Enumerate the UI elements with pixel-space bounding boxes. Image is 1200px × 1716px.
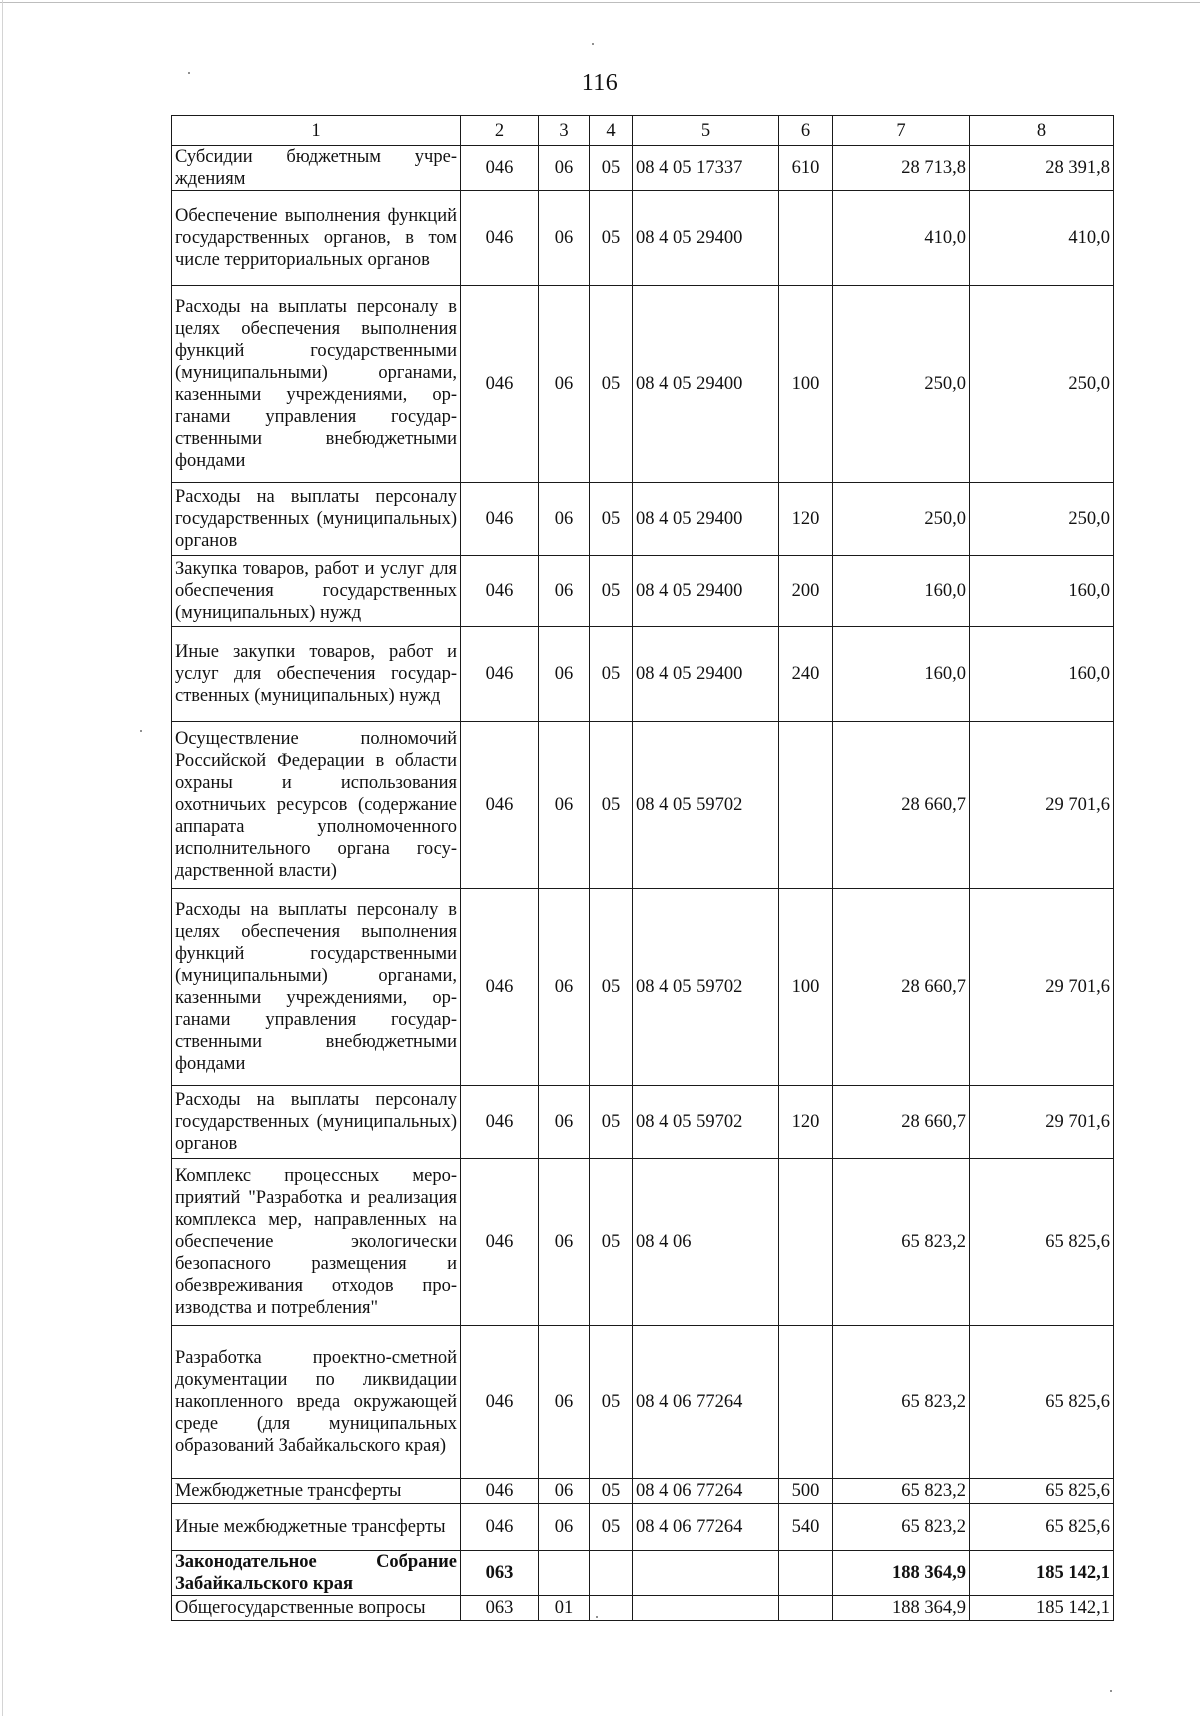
amount-col8-cell: 65 825,6 [970, 1159, 1114, 1326]
ministry-code-cell: 046 [461, 627, 539, 722]
target-article-cell: 08 4 06 [633, 1159, 779, 1326]
subsection-code-cell: 05 [590, 1326, 633, 1479]
item-name-cell: Расходы на выплаты персоналу в целях обеспечения выполнения функций государственными (муниципальными) органами, казенными учреждениями, органами управления государственными внебюджетными фондами [172, 286, 461, 483]
section-code-cell: 06 [539, 1086, 590, 1159]
section-code-cell: 06 [539, 889, 590, 1086]
amount-col7-cell: 250,0 [833, 483, 970, 556]
section-code-cell: 06 [539, 1479, 590, 1504]
expense-type-cell [779, 1596, 833, 1621]
amount-col8-cell: 250,0 [970, 286, 1114, 483]
table-body [172, 116, 1114, 1621]
ministry-code-cell: 046 [461, 191, 539, 286]
table-row [172, 627, 1114, 722]
table-row [172, 146, 1114, 191]
item-name-cell: Расходы на выплаты персоналу государственных (муниципальных) органов [172, 483, 461, 556]
subsection-code-cell: 05 [590, 286, 633, 483]
amount-col8-cell: 185 142,1 [970, 1551, 1114, 1596]
expense-type-cell: 610 [779, 146, 833, 191]
header-row [172, 116, 1114, 146]
column-header: 3 [539, 116, 590, 146]
table-row [172, 1479, 1114, 1504]
amount-col8-cell: 160,0 [970, 556, 1114, 627]
section-code-cell: 06 [539, 722, 590, 889]
item-name-cell: Закупка товаров, работ и услуг для обеспечения государственных (муниципальных) нужд [172, 556, 461, 627]
column-header: 5 [633, 116, 779, 146]
subsection-code-cell: 05 [590, 627, 633, 722]
ministry-code-cell: 046 [461, 286, 539, 483]
amount-col8-cell: 65 825,6 [970, 1479, 1114, 1504]
item-name-cell: Иные закупки товаров, работ и услуг для обеспечения государственных (муниципальных) нужд [172, 627, 461, 722]
subsection-code-cell: 05 [590, 146, 633, 191]
amount-col8-cell: 29 701,6 [970, 1086, 1114, 1159]
amount-col7-cell: 65 823,2 [833, 1159, 970, 1326]
item-name-cell: Осуществление полномочий Российской Федерации в области охраны и использования охотничьих ресурсов (содержание аппарата уполномоченного исполнительного органа государственной власти) [172, 722, 461, 889]
table-row [172, 1551, 1114, 1596]
column-header: 4 [590, 116, 633, 146]
target-article-cell: 08 4 05 59702 [633, 1086, 779, 1159]
amount-col7-cell: 160,0 [833, 627, 970, 722]
target-article-cell: 08 4 05 59702 [633, 889, 779, 1086]
item-name-cell: Общегосударственные вопросы [172, 1596, 461, 1621]
expense-type-cell: 200 [779, 556, 833, 627]
amount-col8-cell: 29 701,6 [970, 889, 1114, 1086]
section-code-cell: 06 [539, 1159, 590, 1326]
amount-col7-cell: 65 823,2 [833, 1504, 970, 1551]
ministry-code-cell: 063 [461, 1551, 539, 1596]
section-code-cell: 06 [539, 191, 590, 286]
amount-col8-cell: 410,0 [970, 191, 1114, 286]
table-row [172, 722, 1114, 889]
subsection-code-cell: 05 [590, 1086, 633, 1159]
target-article-cell: 08 4 05 17337 [633, 146, 779, 191]
amount-col7-cell: 160,0 [833, 556, 970, 627]
table-row [172, 191, 1114, 286]
target-article-cell: 08 4 05 29400 [633, 483, 779, 556]
amount-col8-cell: 28 391,8 [970, 146, 1114, 191]
item-name-cell: Иные межбюджетные трансферты [172, 1504, 461, 1551]
amount-col7-cell: 28 660,7 [833, 1086, 970, 1159]
amount-col7-cell: 250,0 [833, 286, 970, 483]
target-article-cell: 08 4 05 29400 [633, 627, 779, 722]
subsection-code-cell: 05 [590, 1479, 633, 1504]
scan-speck [140, 730, 142, 732]
target-article-cell: 08 4 05 29400 [633, 556, 779, 627]
item-name-cell: Расходы на выплаты персоналу государственных (муниципальных) органов [172, 1086, 461, 1159]
ministry-code-cell: 046 [461, 483, 539, 556]
expense-type-cell [779, 1159, 833, 1326]
expense-type-cell [779, 1326, 833, 1479]
amount-col8-cell: 250,0 [970, 483, 1114, 556]
scan-edge-left [2, 0, 3, 1716]
ministry-code-cell: 046 [461, 722, 539, 889]
ministry-code-cell: 046 [461, 1504, 539, 1551]
amount-col7-cell: 65 823,2 [833, 1479, 970, 1504]
item-name-cell: Комплекс процессных мероприятий "Разработка и реализация комплекса мер, направленных на обеспечение экологически безопасного размещения и обезвреживания отходов производства и потребления" [172, 1159, 461, 1326]
target-article-cell: 08 4 05 59702 [633, 722, 779, 889]
expense-type-cell [779, 1551, 833, 1596]
column-header: 6 [779, 116, 833, 146]
ministry-code-cell: 046 [461, 146, 539, 191]
subsection-code-cell: 05 [590, 191, 633, 286]
table-row [172, 1159, 1114, 1326]
target-article-cell: 08 4 06 77264 [633, 1504, 779, 1551]
scan-speck [1110, 1690, 1112, 1692]
amount-col8-cell: 65 825,6 [970, 1326, 1114, 1479]
table-row [172, 483, 1114, 556]
section-code-cell: 06 [539, 1504, 590, 1551]
subsection-code-cell: 05 [590, 556, 633, 627]
ministry-code-cell: 046 [461, 556, 539, 627]
item-name-cell: Межбюджетные трансферты [172, 1479, 461, 1504]
table-row [172, 1326, 1114, 1479]
ministry-code-cell: 046 [461, 1159, 539, 1326]
amount-col7-cell: 65 823,2 [833, 1326, 970, 1479]
column-header: 8 [970, 116, 1114, 146]
expense-type-cell: 240 [779, 627, 833, 722]
expense-type-cell [779, 191, 833, 286]
section-code-cell [539, 1551, 590, 1596]
column-header: 2 [461, 116, 539, 146]
section-code-cell: 06 [539, 1326, 590, 1479]
budget-table [171, 115, 1114, 1621]
scan-speck [592, 43, 594, 45]
amount-col7-cell: 28 660,7 [833, 889, 970, 1086]
table-row [172, 1086, 1114, 1159]
amount-col7-cell: 28 660,7 [833, 722, 970, 889]
target-article-cell [633, 1551, 779, 1596]
section-code-cell: 06 [539, 286, 590, 483]
ministry-code-cell: 046 [461, 889, 539, 1086]
column-header: 7 [833, 116, 970, 146]
section-code-cell: 06 [539, 483, 590, 556]
subsection-code-cell: 05 [590, 1504, 633, 1551]
expense-type-cell: 120 [779, 1086, 833, 1159]
target-article-cell [633, 1596, 779, 1621]
table-row [172, 1504, 1114, 1551]
table-row [172, 286, 1114, 483]
table-row [172, 556, 1114, 627]
expense-type-cell: 540 [779, 1504, 833, 1551]
section-code-cell: 01 [539, 1596, 590, 1621]
amount-col8-cell: 65 825,6 [970, 1504, 1114, 1551]
scan-speck [188, 72, 190, 74]
expense-type-cell: 500 [779, 1479, 833, 1504]
column-header: 1 [172, 116, 461, 146]
ministry-code-cell: 046 [461, 1086, 539, 1159]
ministry-code-cell: 046 [461, 1479, 539, 1504]
subsection-code-cell: 05 [590, 1159, 633, 1326]
expense-type-cell: 100 [779, 889, 833, 1086]
ministry-code-cell: 046 [461, 1326, 539, 1479]
section-code-cell: 06 [539, 146, 590, 191]
target-article-cell: 08 4 05 29400 [633, 191, 779, 286]
amount-col7-cell: 188 364,9 [833, 1596, 970, 1621]
scan-edge-top [0, 2, 1200, 3]
amount-col7-cell: 188 364,9 [833, 1551, 970, 1596]
amount-col7-cell: 410,0 [833, 191, 970, 286]
section-code-cell: 06 [539, 556, 590, 627]
expense-type-cell: 120 [779, 483, 833, 556]
amount-col8-cell: 185 142,1 [970, 1596, 1114, 1621]
target-article-cell: 08 4 06 77264 [633, 1479, 779, 1504]
amount-col8-cell: 160,0 [970, 627, 1114, 722]
item-name-cell: Расходы на выплаты персоналу в целях обеспечения выполнения функций государственными (муниципальными) органами, казенными учреждениями, органами управления государственными внебюджетными фондами [172, 889, 461, 1086]
scan-speck [596, 1616, 598, 1618]
page-number: 116 [581, 70, 619, 96]
table-row [172, 889, 1114, 1086]
target-article-cell: 08 4 05 29400 [633, 286, 779, 483]
subsection-code-cell: 05 [590, 889, 633, 1086]
section-code-cell: 06 [539, 627, 590, 722]
subsection-code-cell [590, 1551, 633, 1596]
subsection-code-cell: 05 [590, 722, 633, 889]
amount-col8-cell: 29 701,6 [970, 722, 1114, 889]
item-name-cell: Обеспечение выполнения функций государственных органов, в том числе территориальных органов [172, 191, 461, 286]
item-name-cell: Законодательное Собрание Забайкальского края [172, 1551, 461, 1596]
item-name-cell: Разработка проектно-сметной документации по ликвидации накопленного вреда окружающей среде (для муниципальных образований Забайкальского края) [172, 1326, 461, 1479]
expense-type-cell: 100 [779, 286, 833, 483]
amount-col7-cell: 28 713,8 [833, 146, 970, 191]
ministry-code-cell: 063 [461, 1596, 539, 1621]
target-article-cell: 08 4 06 77264 [633, 1326, 779, 1479]
subsection-code-cell: 05 [590, 483, 633, 556]
expense-type-cell [779, 722, 833, 889]
table-row [172, 1596, 1114, 1621]
item-name-cell: Субсидии бюджетным учреждениям [172, 146, 461, 191]
